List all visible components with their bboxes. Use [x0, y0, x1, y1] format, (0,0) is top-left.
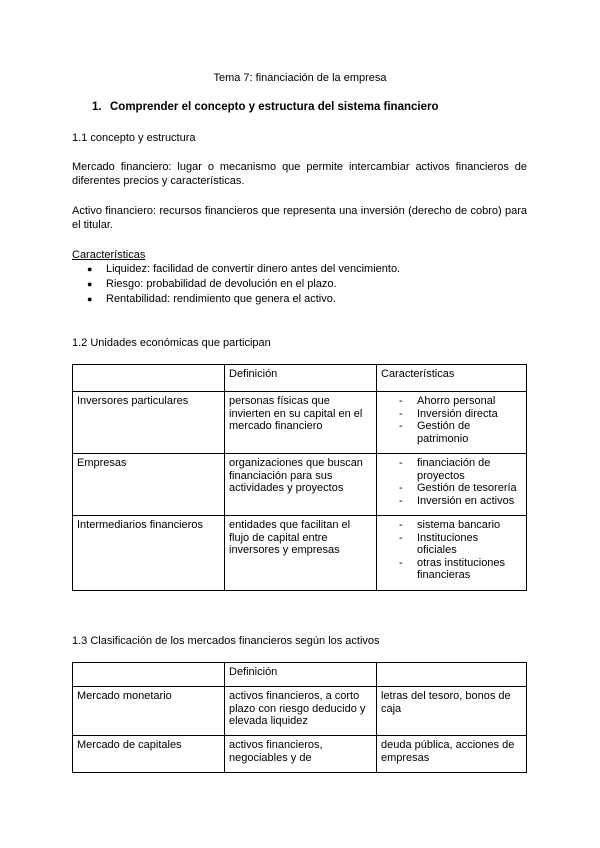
list-item: - sistema bancario — [381, 519, 522, 532]
table-header-cell — [73, 365, 225, 392]
table-cell-definition: activos financieros, negociables y de — [225, 736, 377, 773]
table-cell-definition: organizaciones que buscan financiación para sus actividades y proyectos — [225, 454, 377, 516]
paragraph-mercado-financiero: Mercado financiero: lugar o mecanismo que permite intercambiar activos financieros de diferentes precios y características. — [72, 161, 527, 187]
subheading-1-3: 1.3 Clasificación de los mercados financieros según los activos — [72, 635, 380, 647]
list-item: - Instituciones oficiales — [381, 532, 522, 557]
table-cell-name: Intermediarios financieros — [73, 516, 225, 591]
section-number: 1. — [92, 101, 102, 113]
table-cell-definition: activos financieros, a corto plazo con riesgo deducido y elevada liquidez — [225, 687, 377, 736]
list-item: ● Liquidez: facilidad de convertir dinero antes del vencimiento. — [72, 262, 400, 277]
table-header-cell: Características — [377, 365, 527, 392]
caracteristicas-heading: Características — [72, 249, 146, 261]
list-item: - otras instituciones financieras — [381, 557, 522, 582]
table-cell-examples: deuda pública, acciones de empresas — [377, 736, 527, 773]
dash-list — [381, 395, 522, 445]
list-item: - Inversión directa — [381, 408, 522, 421]
subheading-1-1: 1.1 concepto y estructura — [72, 132, 196, 144]
list-item: ● Riesgo: probabilidad de devolución en el plazo. — [72, 277, 400, 292]
table-cell-characteristics — [377, 392, 527, 454]
table-cell-characteristics — [377, 516, 527, 591]
list-item: ● Rentabilidad: rendimiento que genera el activo. — [72, 292, 400, 307]
document-title: Tema 7: financiación de la empresa — [213, 72, 387, 84]
table-header-row — [73, 365, 527, 392]
table-header-cell — [73, 663, 225, 687]
table-cell-definition: entidades que facilitan el flujo de capital entre inversores y empresas — [225, 516, 377, 591]
table-cell-characteristics — [377, 454, 527, 516]
list-item: - financiación de proyectos — [381, 457, 522, 482]
caracteristicas-list — [72, 262, 400, 307]
section-heading-1 — [92, 100, 439, 114]
table-header-cell: Definición — [225, 365, 377, 392]
table-cell-name: Empresas — [73, 454, 225, 516]
table-row — [73, 516, 527, 591]
table-cell-name: Mercado de capitales — [73, 736, 225, 773]
table-cell-name: Inversores particulares — [73, 392, 225, 454]
table-header-cell: Definición — [225, 663, 377, 687]
table-header-cell — [377, 663, 527, 687]
list-item: - Ahorro personal — [381, 395, 522, 408]
list-item: - Gestión de patrimonio — [381, 420, 522, 445]
section-heading-text: Comprender el concepto y estructura del sistema financiero — [110, 101, 439, 113]
subheading-1-2: 1.2 Unidades económicas que participan — [72, 337, 271, 349]
table-cell-examples: letras del tesoro, bonos de caja — [377, 687, 527, 736]
table-row — [73, 687, 527, 736]
table-row — [73, 736, 527, 773]
list-item: - Inversión en activos — [381, 495, 522, 508]
table-cell-name: Mercado monetario — [73, 687, 225, 736]
table-header-row — [73, 663, 527, 687]
table-cell-definition: personas físicas que invierten en su capital en el mercado financiero — [225, 392, 377, 454]
table-row — [73, 454, 527, 516]
paragraph-activo-financiero: Activo financiero: recursos financieros que representa una inversión (derecho de cobro) para el titular. — [72, 205, 527, 231]
list-item: - Gestión de tesorería — [381, 482, 522, 495]
dash-list — [381, 457, 522, 507]
clasificacion-mercados-table — [72, 662, 527, 773]
dash-list — [381, 519, 522, 582]
table-row — [73, 392, 527, 454]
unidades-economicas-table — [72, 364, 527, 591]
